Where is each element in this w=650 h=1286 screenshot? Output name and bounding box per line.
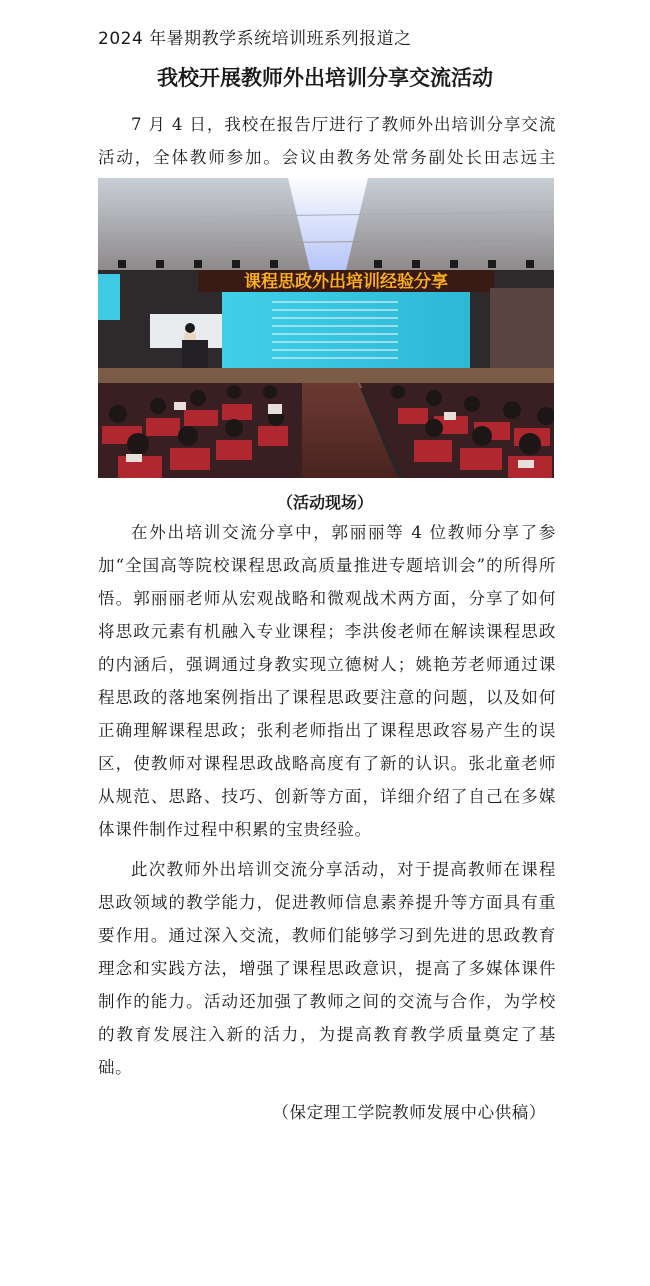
photo-caption: （活动现场） — [276, 493, 373, 512]
event-photo — [98, 178, 554, 478]
signature: （保定理工学院教师发展中心供稿） — [272, 1103, 546, 1122]
banner-text: 课程思政外出培训经验分享 — [244, 272, 448, 292]
article-title: 我校开展教师外出培训分享交流活动 — [157, 66, 493, 90]
intro-paragraph: 7 月 4 日，我校在报告厅进行了教师外出培训分享交流活动，全体教师参加。会议由教务处常务副处长田志远主 — [98, 115, 556, 167]
body-paragraph-1: 在外出培训交流分享中，郭丽丽等 4 位教师分享了参加“全国高等院校课程思政高质量推进专题培训会”的所得所悟。郭丽丽老师从宏观战略和微观战术两方面，分享了如何将思政元素有机融入专业课程；李洪俊老师在解读课程思政的内涵后，强调通过身教实现立德树人；姚艳芳老师通过课程思政的落地案例指出了课程思政要注意的问题，以及如何正确理解课程思政；张利老师指出了课程思政容易产生的误区，使教师对课程思政战略高度有了新的认识。张北童老师从规范、思路、技巧、创新等方面，详细介绍了自己在多媒体课件制作过程中积累的宝贵经验。 — [98, 523, 556, 839]
body-paragraph-2: 此次教师外出培训交流分享活动，对于提高教师在课程思政领域的教学能力，促进教师信息素养提升等方面具有重要作用。通过深入交流，教师们能够学习到先进的思政教育理念和实践方法，增强了课程思政意识，提高了多媒体课件制作的能力。活动还加强了教师之间的交流与合作，为学校的教育发展注入新的活力，为提高教育教学质量奠定了基础。 — [98, 860, 556, 1077]
series-line: 2024 年暑期教学系统培训班系列报道之 — [98, 29, 412, 49]
